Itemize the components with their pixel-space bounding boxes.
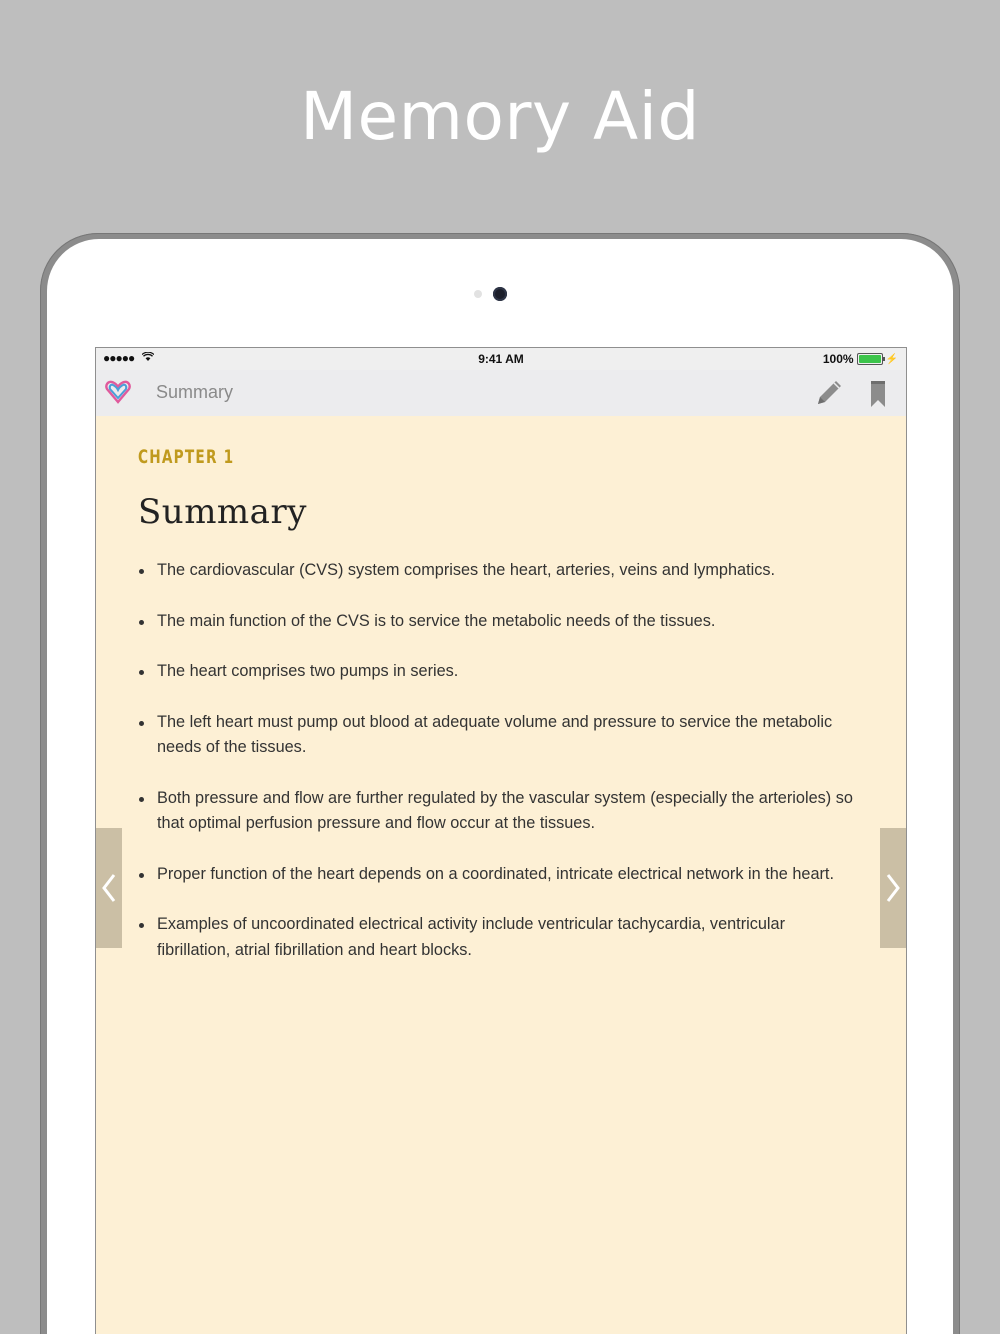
nav-bar <box>96 370 906 416</box>
chapter-content <box>138 446 858 988</box>
front-sensor <box>474 290 482 298</box>
list-item: The main function of the CVS is to service the metabolic needs of the tissues. <box>138 609 858 635</box>
status-time: 9:41 AM <box>478 352 524 366</box>
charging-icon: ⚡ <box>885 353 898 365</box>
status-bar <box>96 348 906 370</box>
chapter-label: CHAPTER 1 <box>138 446 235 468</box>
front-camera <box>493 287 507 301</box>
previous-page-button[interactable] <box>96 828 122 948</box>
chevron-right-icon <box>884 872 902 904</box>
summary-list <box>138 558 858 963</box>
list-item: The left heart must pump out blood at adequate volume and pressure to service the metabolic needs of the tissues. <box>138 710 858 761</box>
battery-status <box>823 352 898 366</box>
heart-logo-icon[interactable] <box>104 378 132 406</box>
bookmark-icon[interactable] <box>870 380 886 408</box>
chevron-left-icon <box>100 872 118 904</box>
pencil-icon[interactable] <box>812 376 846 410</box>
battery-icon <box>857 353 883 365</box>
app-screen <box>95 347 907 1334</box>
next-page-button[interactable] <box>880 828 906 948</box>
list-item: The heart comprises two pumps in series. <box>138 659 858 685</box>
list-item: Both pressure and flow are further regulated by the vascular system (especially the arterioles) so that optimal perfusion pressure and flow occur at the tissues. <box>138 786 858 837</box>
nav-title: Summary <box>156 382 234 402</box>
battery-fill <box>859 355 881 363</box>
list-item: The cardiovascular (CVS) system comprises the heart, arteries, veins and lymphatics. <box>138 558 858 584</box>
promo-headline: Memory Aid <box>300 78 700 155</box>
list-item: Examples of uncoordinated electrical activity include ventricular tachycardia, ventricular fibrillation, atrial fibrillation and heart blocks. <box>138 912 858 963</box>
signal-strength: ●●●●● <box>103 351 135 365</box>
list-item: Proper function of the heart depends on a coordinated, intricate electrical network in the heart. <box>138 862 858 888</box>
battery-percent: 100% <box>822 352 854 366</box>
page-title: Summary <box>138 492 307 532</box>
